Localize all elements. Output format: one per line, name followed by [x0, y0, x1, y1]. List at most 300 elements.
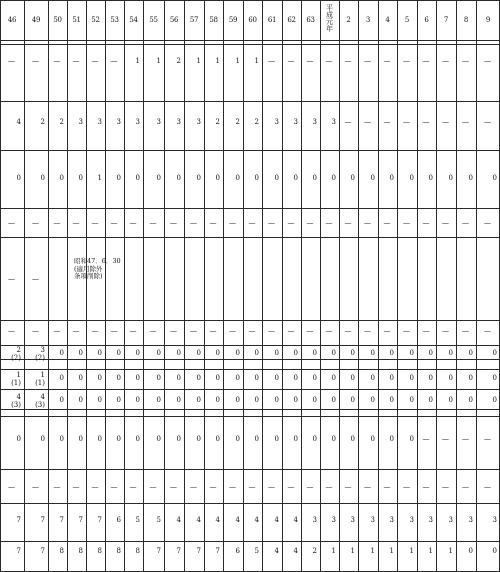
- empty-cell: —: [248, 483, 256, 491]
- row-rule: [0, 40, 500, 41]
- value-cell: 0: [135, 435, 140, 443]
- value-cell: 0: [428, 374, 433, 382]
- year-header: 5: [404, 16, 410, 24]
- value-cell: 0: [312, 374, 317, 382]
- value-cell: 0: [492, 547, 497, 555]
- year-header: 2: [346, 16, 351, 24]
- value-cell: 7: [59, 516, 64, 524]
- value-cell: 0: [492, 374, 497, 382]
- value-cell: 7: [40, 547, 45, 555]
- value-cell: 7: [78, 516, 83, 524]
- empty-cell: —: [364, 57, 371, 65]
- value-cell: 0: [389, 349, 394, 357]
- amendment-note-line: 昭和47．6．30: [74, 257, 121, 265]
- value-cell: 3: [116, 118, 121, 126]
- empty-cell: —: [403, 57, 410, 65]
- value-cell: 0: [40, 435, 45, 443]
- value-cell: 0: [350, 349, 355, 357]
- value-cell: 0: [468, 174, 473, 182]
- empty-cell: —: [91, 57, 99, 65]
- value-cell: 3: [312, 118, 317, 126]
- value-cell: 2 (2): [11, 346, 21, 362]
- amendment-note-line: 条項削除): [74, 272, 103, 280]
- value-cell: 0: [409, 174, 414, 182]
- empty-cell: —: [344, 483, 352, 491]
- value-cell: 0: [59, 374, 64, 382]
- empty-cell: —: [383, 57, 391, 65]
- value-cell: 0: [331, 374, 336, 382]
- empty-cell: —: [8, 57, 15, 65]
- empty-cell: —: [110, 219, 118, 227]
- value-cell: 0: [389, 174, 394, 182]
- empty-cell: —: [229, 483, 236, 491]
- value-cell: 1: [156, 57, 161, 65]
- empty-cell: —: [383, 118, 391, 126]
- empty-cell: —: [364, 118, 371, 126]
- empty-cell: —: [383, 483, 391, 491]
- value-cell: 2: [254, 118, 259, 126]
- empty-cell: —: [91, 219, 99, 227]
- empty-cell: —: [364, 219, 371, 227]
- value-cell: 0: [116, 174, 121, 182]
- value-cell: 0: [312, 174, 317, 182]
- empty-cell: —: [462, 483, 469, 491]
- empty-cell: —: [72, 483, 80, 491]
- value-cell: 0: [428, 174, 433, 182]
- value-cell: 1: [370, 547, 375, 555]
- empty-cell: —: [306, 219, 314, 227]
- year-header: 51: [72, 16, 81, 24]
- empty-cell: —: [422, 219, 430, 227]
- year-header: 54: [129, 16, 138, 24]
- value-cell: 1: [409, 547, 414, 555]
- value-cell: 0: [176, 396, 181, 404]
- empty-cell: —: [149, 219, 157, 227]
- value-cell: 7: [16, 547, 21, 555]
- row-rule: [0, 208, 500, 209]
- value-cell: 3: [331, 516, 336, 524]
- value-cell: 0: [274, 396, 279, 404]
- value-cell: 0: [293, 396, 298, 404]
- value-cell: 3: [492, 516, 497, 524]
- value-cell: 0: [116, 435, 121, 443]
- value-cell: 0: [293, 435, 298, 443]
- empty-cell: —: [32, 275, 39, 283]
- year-header: 3: [365, 16, 371, 24]
- empty-cell: —: [53, 219, 61, 227]
- value-cell: 4: [254, 516, 259, 524]
- value-cell: 0: [156, 174, 161, 182]
- value-cell: 1 (1): [35, 371, 45, 387]
- empty-cell: —: [170, 327, 177, 335]
- value-cell: 0: [215, 435, 220, 443]
- row-rule: [0, 150, 500, 151]
- empty-cell: —: [8, 219, 15, 227]
- empty-cell: —: [72, 57, 80, 65]
- empty-cell: —: [268, 57, 275, 65]
- empty-cell: —: [344, 118, 352, 126]
- row-rule: [0, 389, 500, 390]
- value-cell: 1: [350, 547, 355, 555]
- row-rule: [0, 469, 500, 470]
- value-cell: 0: [176, 349, 181, 357]
- empty-cell: —: [484, 435, 491, 443]
- empty-cell: —: [462, 327, 469, 335]
- value-cell: 0: [196, 396, 201, 404]
- empty-cell: —: [32, 327, 39, 335]
- empty-cell: —: [170, 219, 177, 227]
- value-cell: 3: [176, 118, 181, 126]
- value-cell: 0: [409, 374, 414, 382]
- value-cell: 0: [78, 435, 83, 443]
- column-rule: [476, 0, 477, 572]
- value-cell: 7: [176, 547, 181, 555]
- value-cell: 0: [215, 349, 220, 357]
- value-cell: 3: [274, 118, 279, 126]
- empty-cell: —: [229, 219, 236, 227]
- value-cell: 1: [196, 57, 201, 65]
- value-cell: 0: [59, 396, 64, 404]
- empty-cell: —: [484, 219, 491, 227]
- empty-cell: —: [287, 219, 295, 227]
- value-cell: 3: [78, 118, 83, 126]
- empty-cell: —: [91, 327, 99, 335]
- value-cell: 0: [135, 396, 140, 404]
- value-cell: 2: [40, 118, 45, 126]
- empty-cell: —: [229, 327, 236, 335]
- empty-cell: —: [209, 219, 217, 227]
- value-cell: 3: [97, 118, 102, 126]
- value-cell: 0: [235, 435, 240, 443]
- value-cell: 0: [235, 174, 240, 182]
- value-cell: 1: [97, 174, 102, 182]
- value-cell: 3 (2): [35, 346, 45, 362]
- value-cell: 0: [409, 435, 414, 443]
- value-cell: 3: [293, 118, 298, 126]
- empty-cell: —: [53, 57, 61, 65]
- value-cell: 2: [176, 57, 181, 65]
- value-cell: 4 (3): [35, 393, 45, 409]
- empty-cell: —: [268, 483, 275, 491]
- value-cell: 0: [331, 349, 336, 357]
- value-cell: 0: [78, 174, 83, 182]
- empty-cell: —: [442, 327, 449, 335]
- row-rule: [0, 359, 500, 360]
- value-cell: 0: [448, 396, 453, 404]
- value-cell: 0: [116, 349, 121, 357]
- empty-cell: —: [110, 327, 118, 335]
- empty-cell: —: [149, 327, 157, 335]
- year-header: 59: [228, 16, 238, 24]
- value-cell: 0: [97, 435, 102, 443]
- empty-cell: —: [403, 219, 410, 227]
- empty-cell: —: [72, 219, 80, 227]
- value-cell: 0: [468, 374, 473, 382]
- value-cell: 6: [116, 516, 121, 524]
- empty-cell: —: [484, 118, 491, 126]
- value-cell: 8: [97, 547, 102, 555]
- value-cell: 0: [135, 174, 140, 182]
- empty-cell: —: [462, 435, 469, 443]
- value-cell: 0: [196, 349, 201, 357]
- value-cell: 0: [135, 374, 140, 382]
- value-cell: 3: [370, 516, 375, 524]
- value-cell: 0: [176, 435, 181, 443]
- value-cell: 0: [97, 374, 102, 382]
- value-cell: 0: [16, 174, 21, 182]
- value-cell: 6: [235, 547, 240, 555]
- value-cell: 0: [274, 435, 279, 443]
- value-cell: 0: [156, 374, 161, 382]
- year-header: 8: [463, 16, 469, 24]
- value-cell: 4: [293, 516, 298, 524]
- value-cell: 0: [468, 547, 473, 555]
- empty-cell: —: [344, 327, 352, 335]
- value-cell: 0: [97, 349, 102, 357]
- year-header: 61: [267, 16, 277, 24]
- empty-cell: —: [383, 219, 391, 227]
- value-cell: 0: [312, 396, 317, 404]
- value-cell: 3: [389, 516, 394, 524]
- empty-cell: —: [325, 57, 333, 65]
- empty-cell: —: [72, 327, 80, 335]
- value-cell: 0: [293, 374, 298, 382]
- value-cell: 0: [350, 396, 355, 404]
- year-header: 56: [169, 16, 179, 24]
- empty-cell: —: [422, 435, 430, 443]
- value-cell: 0: [409, 349, 414, 357]
- value-cell: 0: [331, 396, 336, 404]
- row-rule: [0, 409, 500, 410]
- value-cell: 0: [59, 174, 64, 182]
- empty-cell: —: [442, 57, 449, 65]
- value-cell: 1: [254, 57, 259, 65]
- value-cell: 0: [409, 396, 414, 404]
- value-cell: 0: [331, 174, 336, 182]
- column-rule: [24, 0, 25, 572]
- empty-cell: —: [325, 483, 333, 491]
- value-cell: 0: [78, 374, 83, 382]
- year-header: 60: [248, 16, 257, 24]
- empty-cell: —: [8, 275, 15, 283]
- empty-cell: —: [248, 219, 256, 227]
- empty-cell: —: [325, 219, 333, 227]
- value-cell: 0: [135, 349, 140, 357]
- value-cell: 5: [254, 547, 259, 555]
- value-cell: 4: [235, 516, 240, 524]
- year-header: 52: [91, 16, 100, 24]
- value-cell: 8: [135, 547, 140, 555]
- value-cell: 3: [331, 118, 336, 126]
- value-cell: 1: [389, 547, 394, 555]
- value-cell: 0: [176, 374, 181, 382]
- empty-cell: —: [484, 483, 491, 491]
- value-cell: 0: [389, 396, 394, 404]
- empty-cell: —: [268, 327, 275, 335]
- value-cell: 3: [428, 516, 433, 524]
- year-header: 57: [189, 16, 199, 24]
- empty-cell: —: [170, 483, 177, 491]
- value-cell: 4: [274, 547, 279, 555]
- value-cell: 7: [215, 547, 220, 555]
- value-cell: 1 (1): [11, 371, 21, 387]
- value-cell: 0: [156, 396, 161, 404]
- value-cell: 0: [116, 396, 121, 404]
- value-cell: 4: [16, 118, 21, 126]
- value-cell: 7: [156, 547, 161, 555]
- empty-cell: —: [110, 483, 118, 491]
- value-cell: 0: [176, 174, 181, 182]
- empty-cell: —: [306, 327, 314, 335]
- value-cell: 3: [350, 516, 355, 524]
- value-cell: 0: [196, 174, 201, 182]
- value-cell: 0: [254, 374, 259, 382]
- empty-cell: —: [190, 219, 197, 227]
- empty-cell: —: [364, 327, 371, 335]
- value-cell: 0: [274, 374, 279, 382]
- empty-cell: —: [403, 327, 410, 335]
- value-cell: 0: [59, 349, 64, 357]
- value-cell: 4 (3): [11, 393, 21, 409]
- year-header: 55: [149, 16, 158, 24]
- value-cell: 0: [78, 396, 83, 404]
- value-cell: 0: [448, 374, 453, 382]
- value-cell: 0: [16, 435, 21, 443]
- year-header: 7: [443, 16, 449, 24]
- value-cell: 2: [215, 118, 220, 126]
- value-cell: 4: [293, 547, 298, 555]
- row-rule: [0, 101, 500, 102]
- value-cell: 0: [312, 435, 317, 443]
- value-cell: 0: [350, 174, 355, 182]
- empty-cell: —: [190, 483, 197, 491]
- value-cell: 7: [16, 516, 21, 524]
- value-cell: 2: [235, 118, 240, 126]
- empty-cell: —: [8, 483, 15, 491]
- empty-cell: —: [442, 219, 449, 227]
- value-cell: 0: [274, 174, 279, 182]
- row-rule: [0, 320, 500, 321]
- value-cell: 0: [448, 349, 453, 357]
- empty-cell: —: [442, 118, 449, 126]
- row-rule: [0, 541, 500, 542]
- value-cell: 4: [215, 516, 220, 524]
- value-cell: 2: [59, 118, 64, 126]
- empty-cell: —: [190, 327, 197, 335]
- value-cell: 0: [370, 349, 375, 357]
- value-cell: 7: [40, 516, 45, 524]
- empty-cell: —: [32, 219, 39, 227]
- empty-cell: —: [364, 483, 371, 491]
- empty-cell: —: [462, 219, 469, 227]
- value-cell: 3: [409, 516, 414, 524]
- empty-cell: —: [422, 118, 430, 126]
- value-cell: 0: [492, 174, 497, 182]
- empty-cell: —: [462, 118, 469, 126]
- year-header: 58: [209, 16, 218, 24]
- value-cell: 8: [116, 547, 121, 555]
- value-cell: 0: [389, 435, 394, 443]
- empty-cell: —: [422, 57, 430, 65]
- value-cell: 0: [389, 374, 394, 382]
- empty-cell: —: [268, 219, 275, 227]
- value-cell: 0: [254, 174, 259, 182]
- value-cell: 0: [370, 374, 375, 382]
- value-cell: 0: [370, 174, 375, 182]
- value-cell: 0: [492, 396, 497, 404]
- value-cell: 0: [370, 396, 375, 404]
- value-cell: 3: [135, 118, 140, 126]
- value-cell: 0: [448, 174, 453, 182]
- year-header: 53: [110, 16, 119, 24]
- amendment-note: [74, 258, 121, 281]
- value-cell: 0: [312, 349, 317, 357]
- year-header: 平成元年: [325, 4, 334, 32]
- empty-cell: —: [462, 57, 469, 65]
- value-cell: 0: [215, 174, 220, 182]
- value-cell: 1: [235, 57, 240, 65]
- empty-cell: —: [53, 327, 61, 335]
- empty-cell: —: [442, 483, 449, 491]
- column-rule: [0, 0, 1, 572]
- empty-cell: —: [32, 483, 39, 491]
- value-cell: 0: [468, 396, 473, 404]
- row-rule: [0, 345, 500, 346]
- value-cell: 0: [116, 374, 121, 382]
- value-cell: 0: [235, 396, 240, 404]
- row-rule: [0, 44, 500, 45]
- empty-cell: —: [287, 327, 295, 335]
- row-rule: [0, 237, 500, 238]
- value-cell: 2: [312, 547, 317, 555]
- empty-cell: —: [248, 327, 256, 335]
- value-cell: 8: [78, 547, 83, 555]
- empty-cell: —: [53, 483, 61, 491]
- value-cell: 1: [215, 57, 220, 65]
- value-cell: 3: [156, 118, 161, 126]
- row-rule: [0, 503, 500, 504]
- empty-cell: —: [484, 327, 491, 335]
- value-cell: 7: [196, 547, 201, 555]
- year-header: 9: [485, 16, 491, 24]
- empty-cell: —: [8, 327, 15, 335]
- value-cell: 0: [254, 435, 259, 443]
- empty-cell: —: [306, 57, 314, 65]
- year-header: 62: [287, 16, 296, 24]
- empty-cell: —: [110, 57, 118, 65]
- value-cell: 0: [59, 435, 64, 443]
- empty-cell: —: [306, 483, 314, 491]
- value-cell: 0: [156, 349, 161, 357]
- empty-cell: —: [149, 483, 157, 491]
- empty-cell: —: [91, 483, 99, 491]
- amendment-note-line: (適用除外: [74, 264, 103, 273]
- value-cell: 0: [350, 435, 355, 443]
- value-cell: 7: [97, 516, 102, 524]
- value-cell: 0: [156, 435, 161, 443]
- row-rule: [0, 369, 500, 370]
- value-cell: 0: [215, 396, 220, 404]
- empty-cell: —: [422, 327, 430, 335]
- value-cell: 0: [350, 374, 355, 382]
- empty-cell: —: [32, 57, 39, 65]
- value-cell: 4: [274, 516, 279, 524]
- value-cell: 0: [97, 396, 102, 404]
- empty-cell: —: [287, 57, 295, 65]
- value-cell: 3: [468, 516, 473, 524]
- value-cell: 1: [135, 57, 140, 65]
- value-cell: 0: [40, 174, 45, 182]
